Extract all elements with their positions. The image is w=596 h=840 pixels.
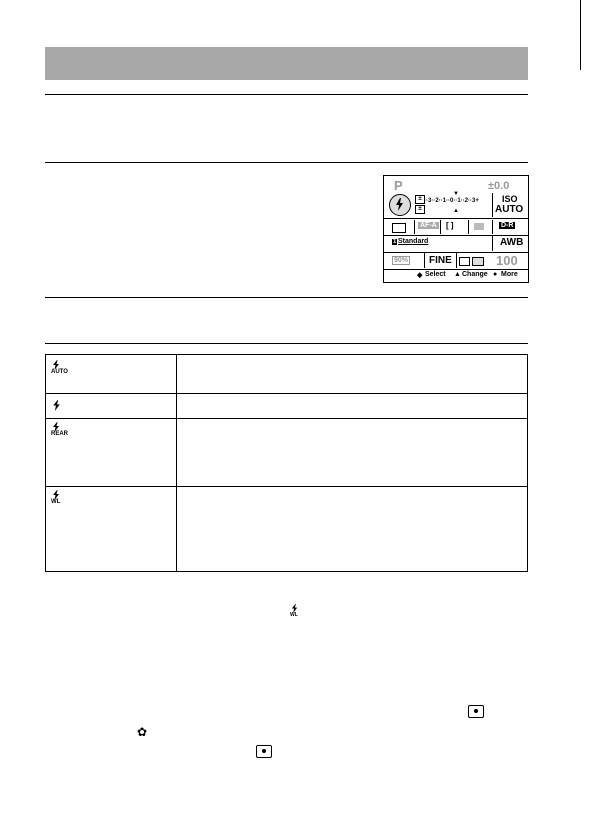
flash-auto-label: AUTO	[51, 369, 68, 375]
gear-icon: ✿	[137, 725, 148, 739]
hint-select: Select	[425, 271, 446, 278]
drive-mode-icon	[392, 223, 406, 233]
white-balance: AWB	[500, 237, 524, 248]
hint-change: Change	[462, 271, 488, 278]
scale-marker-top: ▼	[453, 191, 459, 197]
flash-icon	[390, 195, 409, 214]
divider	[45, 343, 528, 344]
quality: FINE	[429, 255, 452, 266]
separator	[384, 218, 528, 219]
creative-style: Standard	[398, 238, 429, 245]
focus-mode: AF-A	[420, 222, 437, 229]
mode-icon	[472, 257, 484, 266]
flash-comp-icon: ±	[415, 195, 425, 204]
separator	[492, 193, 493, 217]
separator	[414, 220, 415, 234]
more-hint-icon: ●	[493, 271, 498, 278]
flash-rear-label: REAR	[51, 431, 69, 437]
separator	[456, 253, 457, 268]
separator	[424, 253, 425, 268]
wl-label: WL	[290, 612, 298, 618]
divider	[45, 162, 528, 163]
iso-label: ISO	[502, 194, 518, 204]
hint-more: More	[501, 271, 518, 278]
select-hint-icon: ◆	[417, 272, 423, 279]
shots-remaining: 100	[496, 253, 518, 268]
table-row	[46, 393, 527, 419]
separator	[468, 220, 469, 234]
separator	[492, 236, 493, 251]
flash-wireless-inline-icon	[290, 604, 299, 618]
change-hint-icon: ▲	[454, 271, 461, 278]
flash-mode-selector[interactable]	[389, 194, 411, 216]
flash-wireless-icon	[51, 490, 61, 505]
mode-indicator: P	[394, 178, 403, 193]
creative-style-number: 1	[393, 239, 397, 245]
exposure-scale: ··3··2··1··0··1··2··3+	[424, 198, 479, 204]
scale-marker-bottom: ▲	[453, 208, 459, 214]
camera-screen	[383, 175, 529, 283]
flash-auto-icon	[51, 360, 68, 375]
flash-fill-icon	[51, 400, 62, 411]
flash-mode-table	[45, 354, 528, 572]
metering-comp-icon: ±	[415, 205, 425, 214]
separator	[492, 220, 493, 234]
image-size: 90%	[394, 257, 409, 264]
divider	[45, 297, 528, 298]
table-row	[46, 355, 527, 393]
flash-rear-icon	[51, 422, 68, 437]
divider	[45, 94, 528, 95]
page-edge-marker	[580, 0, 581, 70]
metering-icon	[474, 223, 484, 230]
spot-metering-icon	[256, 745, 272, 758]
table-row	[46, 418, 527, 487]
separator	[384, 235, 528, 236]
dro-indicator: D-R	[501, 222, 514, 229]
separator	[384, 269, 528, 270]
aspect-icon	[459, 257, 470, 266]
flash-wireless-label: WL	[51, 499, 61, 505]
section-header-bar	[45, 47, 528, 80]
table-row	[46, 486, 527, 573]
spot-metering-icon	[468, 705, 484, 718]
separator	[440, 220, 441, 234]
iso-value: AUTO	[495, 204, 524, 215]
exposure-comp: ±0.0	[488, 180, 510, 192]
af-area-icon: [ ]	[446, 221, 454, 230]
